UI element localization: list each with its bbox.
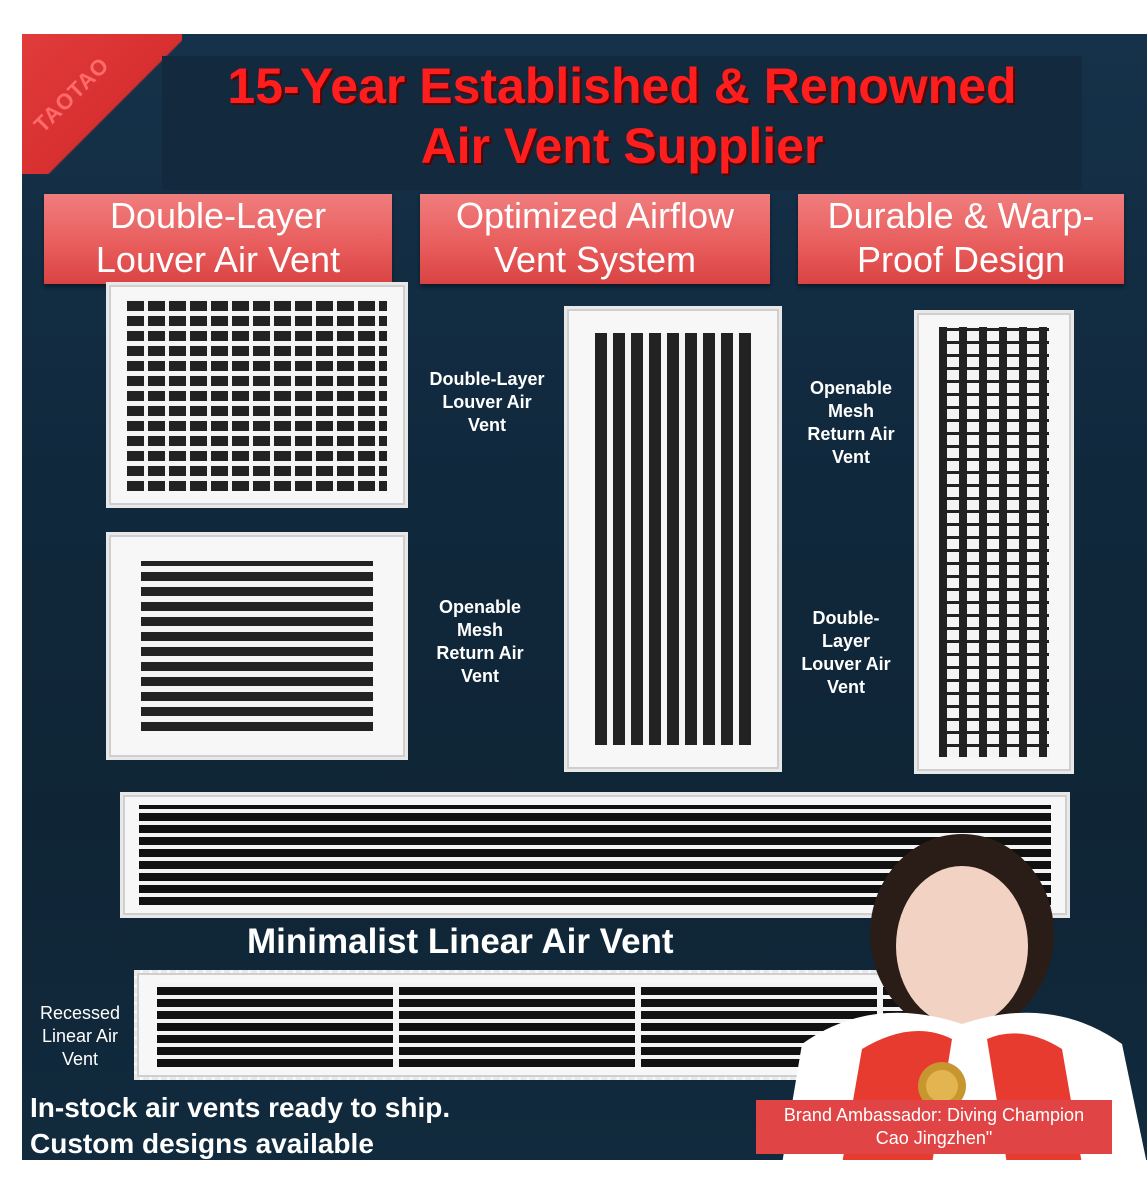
label-c-line-3: Return Air bbox=[807, 424, 895, 444]
label-double-layer-louver bbox=[422, 368, 552, 437]
label-b-line-3: Return Air bbox=[436, 643, 524, 663]
label-recessed-line-2: Linear Air bbox=[41, 1026, 119, 1046]
ambassador-caption-line-2: Cao Jingzhen" bbox=[875, 1128, 993, 1148]
mesh-grille bbox=[141, 561, 373, 731]
label-d-line-3: Louver Air bbox=[801, 654, 891, 674]
label-d-line-2: Layer bbox=[821, 631, 871, 651]
footer-line-1: In-stock air vents ready to ship. bbox=[30, 1092, 451, 1123]
label-openable-mesh-1 bbox=[422, 596, 538, 688]
louver-grille bbox=[127, 299, 387, 491]
label-a-line-2: Louver Air bbox=[442, 392, 532, 412]
feature-tag-1-line-2: Louver Air Vent bbox=[95, 239, 341, 280]
corner-ribbon bbox=[22, 34, 182, 174]
feature-tag-3-line-2: Proof Design bbox=[856, 239, 1066, 280]
durable-vent-image bbox=[914, 310, 1074, 774]
label-b-line-4: Vent bbox=[460, 666, 499, 686]
footer-text bbox=[30, 1090, 450, 1160]
headline-line-2: Air Vent Supplier bbox=[420, 118, 824, 174]
face-shape bbox=[896, 866, 1028, 1026]
headline-line-1: 15-Year Established & Renowned bbox=[227, 58, 1017, 114]
optimized-airflow-vent-image bbox=[564, 306, 782, 772]
label-openable-mesh-2 bbox=[796, 377, 906, 469]
label-a-line-1: Double-Layer bbox=[429, 369, 545, 389]
ambassador-caption bbox=[756, 1100, 1112, 1154]
feature-tag-2-line-2: Vent System bbox=[493, 239, 697, 280]
label-d-line-1: Double- bbox=[812, 608, 880, 628]
label-recessed-line-1: Recessed bbox=[39, 1003, 121, 1023]
feature-tag-3 bbox=[798, 194, 1124, 284]
banner-canvas bbox=[22, 34, 1147, 1160]
linear-vent-title: Minimalist Linear Air Vent bbox=[247, 922, 674, 961]
headline bbox=[162, 56, 1082, 190]
watermark-text: TAOTAO bbox=[28, 51, 115, 138]
label-b-line-2: Mesh bbox=[456, 620, 503, 640]
label-c-line-1: Openable bbox=[809, 378, 893, 398]
ambassador-caption-line-1: Brand Ambassador: Diving Champion bbox=[783, 1105, 1085, 1125]
label-c-line-2: Mesh bbox=[827, 401, 874, 421]
label-double-layer-2 bbox=[792, 607, 900, 699]
double-layer-louver-vent-image bbox=[106, 282, 408, 508]
label-recessed-linear bbox=[28, 1002, 132, 1071]
feature-tag-1 bbox=[44, 194, 392, 284]
label-a-line-3: Vent bbox=[467, 415, 506, 435]
label-d-line-4: Vent bbox=[826, 677, 865, 697]
openable-mesh-vent-image bbox=[106, 532, 408, 760]
feature-tag-2 bbox=[420, 194, 770, 284]
label-b-line-1: Openable bbox=[438, 597, 522, 617]
feature-tag-3-line-1: Durable & Warp- bbox=[827, 195, 1095, 236]
feature-tag-1-line-1: Double-Layer bbox=[109, 195, 327, 236]
label-recessed-line-3: Vent bbox=[61, 1049, 99, 1069]
double-deflection-grille bbox=[939, 327, 1049, 757]
label-c-line-4: Vent bbox=[831, 447, 870, 467]
vertical-grille bbox=[595, 333, 751, 745]
feature-tag-2-line-1: Optimized Airflow bbox=[455, 195, 735, 236]
footer-line-2: Custom designs available bbox=[30, 1128, 374, 1159]
